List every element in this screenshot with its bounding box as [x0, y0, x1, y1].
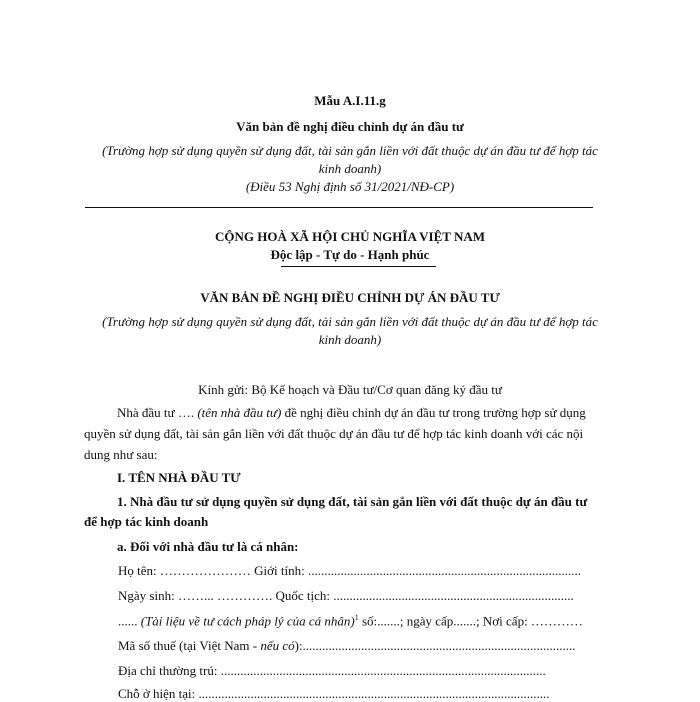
- addressee: Kính gửi: Bộ Kế hoạch và Đầu tư/Cơ quan đăng ký đầu tư: [198, 382, 502, 397]
- document-subtitle-line1: (Trường hợp sử dụng quyền sử dụng đất, tài sản gắn liền với đất thuộc dự án đầu tư để hợp tác: [102, 314, 598, 329]
- national-title: CỘNG HOÀ XÃ HỘI CHỦ NGHĨA VIỆT NAM: [214, 229, 486, 244]
- legal-basis: (Điều 53 Nghị định số 31/2021/NĐ-CP): [245, 179, 455, 194]
- field-name-gender: Họ tên: ………………… Giới tính: ....................................................................................: [118, 563, 581, 578]
- field-legal-document: [118, 613, 618, 629]
- national-motto: Độc lập - Tự do - Hạnh phúc: [270, 247, 430, 262]
- footnote-ref: 1: [354, 613, 359, 622]
- form-code: Mẫu A.I.11.g: [314, 93, 386, 108]
- intro-line2: quyền sử dụng đất, tài sản gắn liền với đất thuộc dự án đầu tư để hợp tác kinh doanh với các nội: [84, 426, 584, 441]
- form-case-line2: kinh doanh): [318, 161, 382, 176]
- intro-prefix: Nhà đầu tư ….: [117, 405, 198, 420]
- field-tax-code: [118, 638, 603, 654]
- intro-line1: [117, 405, 637, 421]
- document-subtitle-line2: kinh doanh): [318, 332, 382, 347]
- field-current-address: Chỗ ở hiện tại: ............................................................................................................: [118, 686, 550, 701]
- section-heading-1: I. TÊN NHÀ ĐẦU TƯ: [117, 470, 241, 485]
- tax-prefix: Mã số thuế (tại Việt Nam -: [118, 638, 261, 653]
- document-title: VĂN BẢN ĐỀ NGHỊ ĐIỀU CHỈNH DỰ ÁN ĐẦU TƯ: [200, 290, 500, 305]
- legal-doc-details: số:.......; ngày cấp.......; Nơi cấp: …………: [358, 613, 583, 629]
- investor-name-placeholder: (tên nhà đầu tư): [197, 405, 282, 420]
- tax-rest: ):....................................................................................: [294, 638, 576, 653]
- legal-doc-type: (Tài liệu về tư cách pháp lý của cá nhân): [140, 613, 355, 629]
- field-permanent-address: Địa chỉ thường trú: ....................................................................................................: [118, 663, 546, 678]
- legal-doc-prefix: ......: [118, 613, 141, 629]
- item1-line1: 1. Nhà đầu tư sử dụng quyền sử dụng đất, tài sản gắn liền với đất thuộc dự án đầu tư: [117, 494, 588, 509]
- item1-line2: để hợp tác kinh doanh: [84, 514, 209, 529]
- tax-optional-note: nếu có: [260, 638, 295, 653]
- intro-rest: đề nghị điều chỉnh dự án đầu tư trong trường hợp sử dụng: [281, 405, 586, 420]
- item-a-heading: a. Đối với nhà đầu tư là cá nhân:: [117, 539, 299, 554]
- form-title: Văn bản đề nghị điều chỉnh dự án đầu tư: [236, 119, 464, 134]
- field-dob-nationality: Ngày sinh: ……... …………. Quốc tịch: ..........................................................................: [118, 588, 574, 603]
- intro-line3: dung như sau:: [84, 447, 158, 462]
- motto-underline: [281, 266, 436, 267]
- header-divider: [85, 207, 593, 208]
- form-case-line1: (Trường hợp sử dụng quyền sử dụng đất, tài sản gắn liền với đất thuộc dự án đầu tư để hợp tác: [102, 143, 598, 158]
